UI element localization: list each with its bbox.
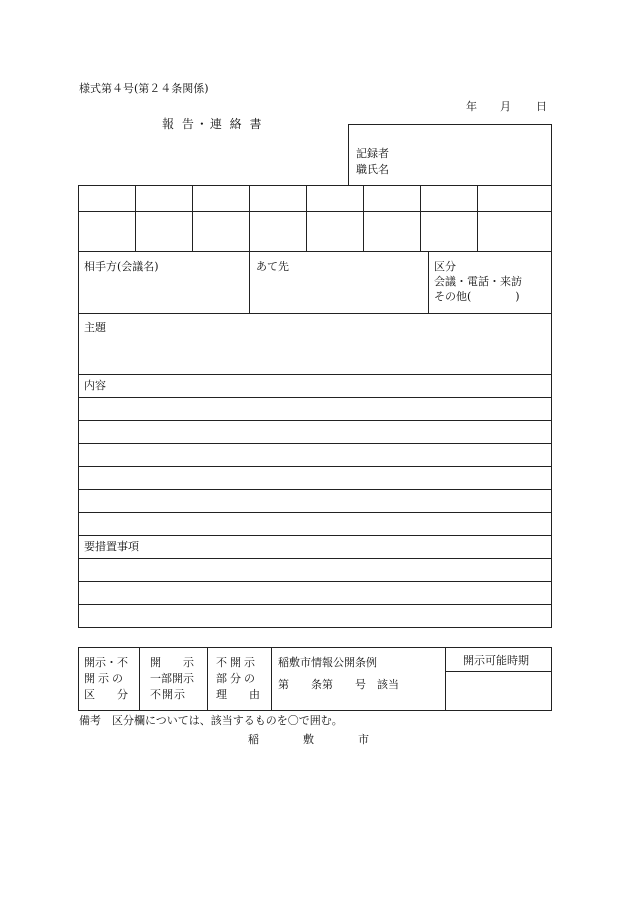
grid-divider: [306, 185, 307, 251]
recorder-name-label: 職氏名: [356, 163, 389, 176]
category-other: その他( ): [434, 290, 520, 303]
disclosure-class-line2: 開示の: [84, 672, 126, 685]
category-label: 区分: [434, 260, 456, 273]
month-label: 月: [500, 100, 511, 113]
disclose-option: 開 示: [150, 656, 194, 669]
content-label: 内容: [84, 379, 106, 392]
nondisclose-reason-line3: 理 由: [216, 688, 260, 701]
grid-divider: [420, 185, 421, 251]
year-label: 年: [466, 100, 477, 113]
city-name: 稲 敷 市: [248, 733, 369, 746]
nondisclose-reason-line1: 不開示: [216, 656, 258, 669]
grid-divider: [135, 185, 136, 251]
subject-label: 主題: [84, 321, 106, 334]
footer-note: 備考 区分欄については、該当するものを〇で囲む。: [79, 714, 343, 727]
disclosure-date-label: 開示可能時期: [463, 654, 529, 667]
disclosure-class-line3: 区 分: [84, 688, 128, 701]
day-label: 日: [536, 100, 547, 113]
partial-disclose-option: 一部開示: [150, 672, 194, 685]
grid-divider: [477, 185, 478, 251]
form-number: 様式第４号(第２４条関係): [79, 82, 209, 95]
recorder-label: 記録者: [356, 147, 389, 160]
disclosure-class-line1: 開示・不: [84, 656, 128, 669]
category-options: 会議・電話・来訪: [434, 275, 522, 288]
grid-divider: [249, 185, 250, 251]
article-line: 第 条第 号 該当: [278, 678, 399, 691]
page-title: 報 告・連 絡 書: [162, 117, 264, 131]
counterpart-label: 相手方(会議名): [84, 260, 159, 273]
nondisclose-reason-line2: 部分の: [216, 672, 258, 685]
addressee-label: あて先: [256, 260, 289, 273]
ordinance-label: 稲敷市情報公開条例: [278, 656, 377, 669]
grid-divider: [363, 185, 364, 251]
action-items-label: 要措置事項: [84, 540, 139, 553]
nondisclose-option: 不開示: [150, 688, 186, 701]
grid-divider: [192, 185, 193, 251]
